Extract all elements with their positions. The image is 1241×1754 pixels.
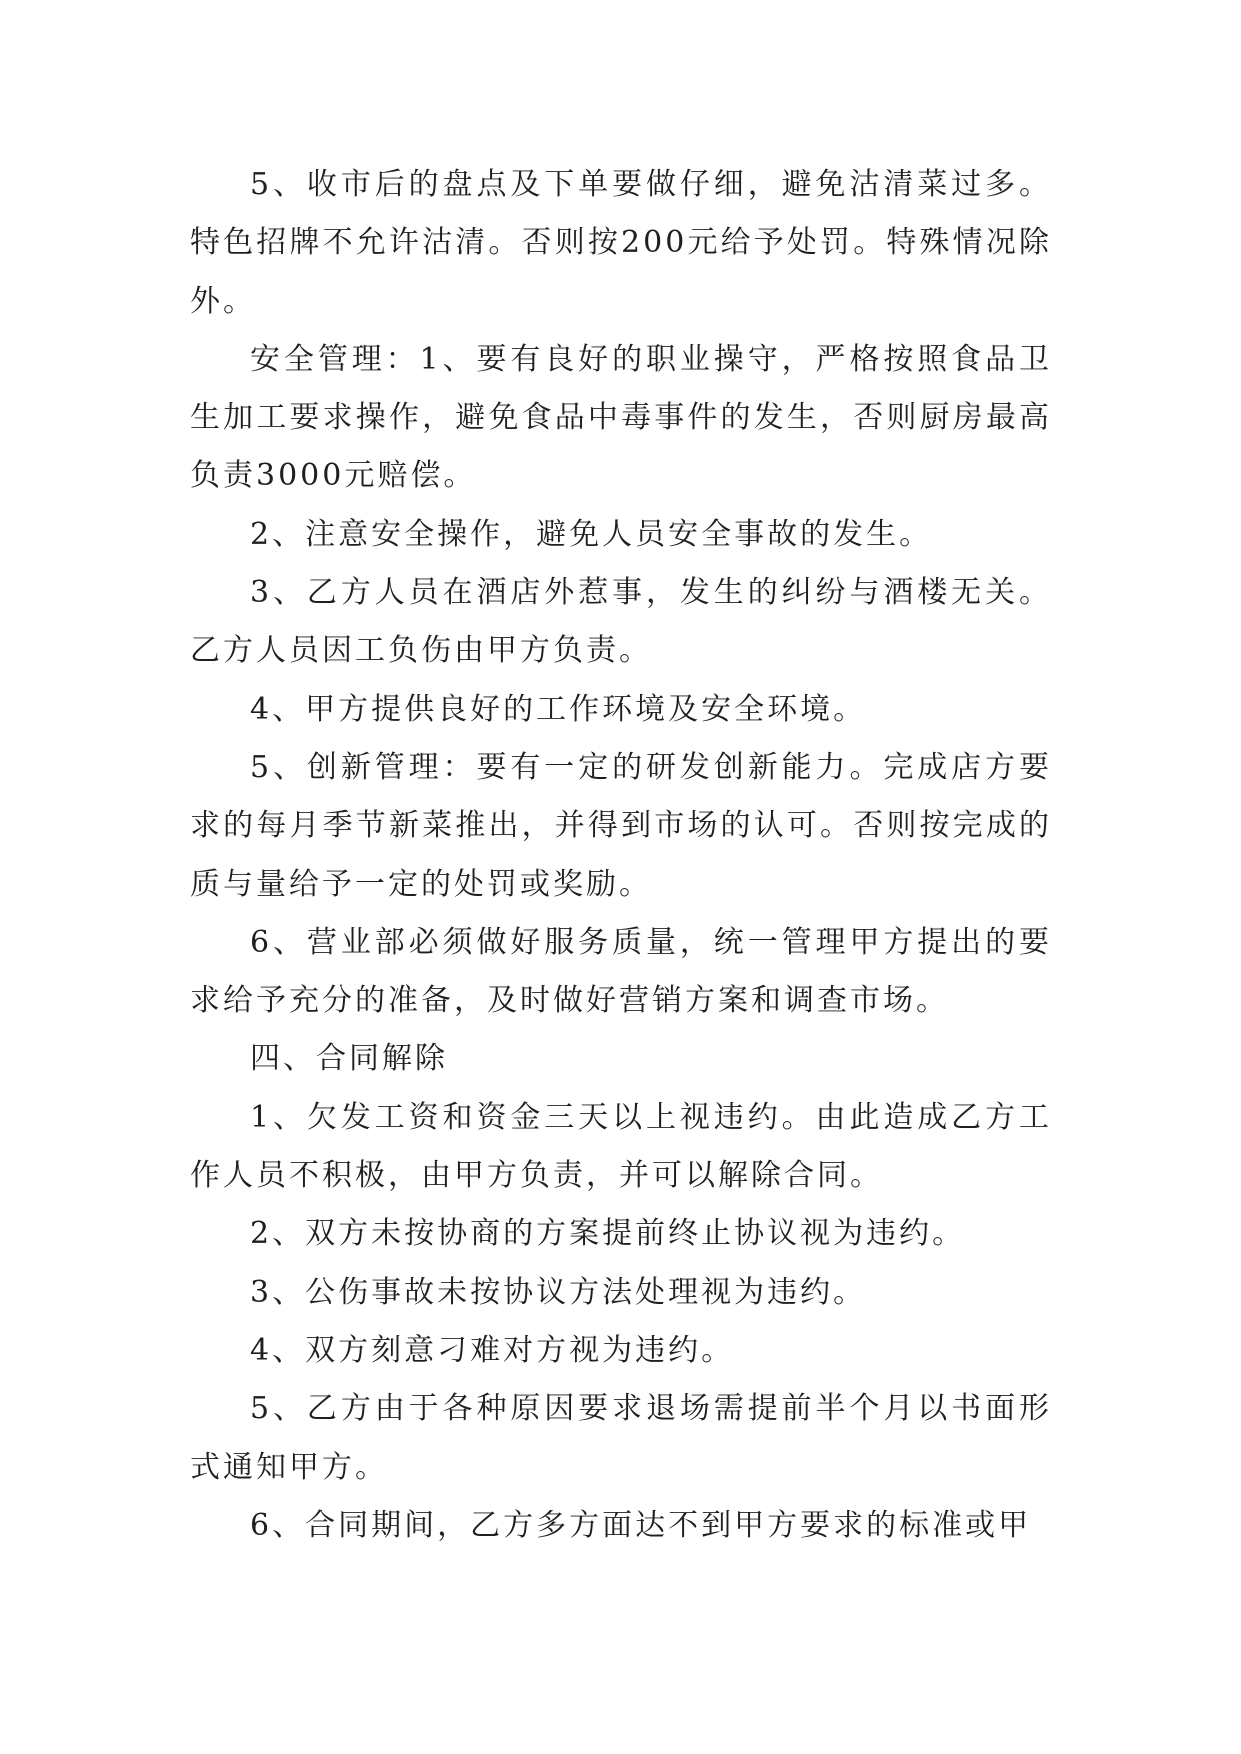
paragraph: 4、甲方提供良好的工作环境及安全环境。 bbox=[250, 691, 867, 727]
paragraph: 安全管理：1、要有良好的职业操守，严格按照食品卫生加工要求操作，避免食品中毒事件的发生，否则厨房最高负责3000元赔偿。 bbox=[190, 341, 1052, 494]
paragraph: 5、创新管理：要有一定的研发创新能力。完成店方要求的每月季节新菜推出，并得到市场的认可。否则按完成的质与量给予一定的处罚或奖励。 bbox=[190, 749, 1052, 902]
paragraph: 4、双方刻意刁难对方视为违约。 bbox=[250, 1332, 735, 1368]
paragraph: 5、乙方由于各种原因要求退场需提前半个月以书面形式通知甲方。 bbox=[190, 1391, 1052, 1485]
document-body bbox=[190, 156, 1052, 1555]
paragraph: 2、双方未按协商的方案提前终止协议视为违约。 bbox=[250, 1216, 966, 1252]
section-heading: 四、合同解除 bbox=[250, 1041, 448, 1077]
paragraph: 6、合同期间，乙方多方面达不到甲方要求的标准或甲 bbox=[250, 1507, 1032, 1543]
paragraph: 3、乙方人员在酒店外惹事，发生的纠纷与酒楼无关。乙方人员因工负伤由甲方负责。 bbox=[190, 575, 1052, 669]
paragraph: 3、公伤事故未按协议方法处理视为违约。 bbox=[250, 1274, 867, 1310]
paragraph: 5、收市后的盘点及下单要做仔细，避免沽清菜过多。特色招牌不允许沽清。否则按200元给予处罚。特殊情况除外。 bbox=[190, 167, 1052, 319]
paragraph: 1、欠发工资和资金三天以上视违约。由此造成乙方工作人员不积极，由甲方负责，并可以解除合同。 bbox=[190, 1099, 1052, 1194]
paragraph: 6、营业部必须做好服务质量，统一管理甲方提出的要求给予充分的准备，及时做好营销方案和调查市场。 bbox=[190, 924, 1052, 1019]
paragraph: 2、注意安全操作，避免人员安全事故的发生。 bbox=[250, 516, 933, 552]
